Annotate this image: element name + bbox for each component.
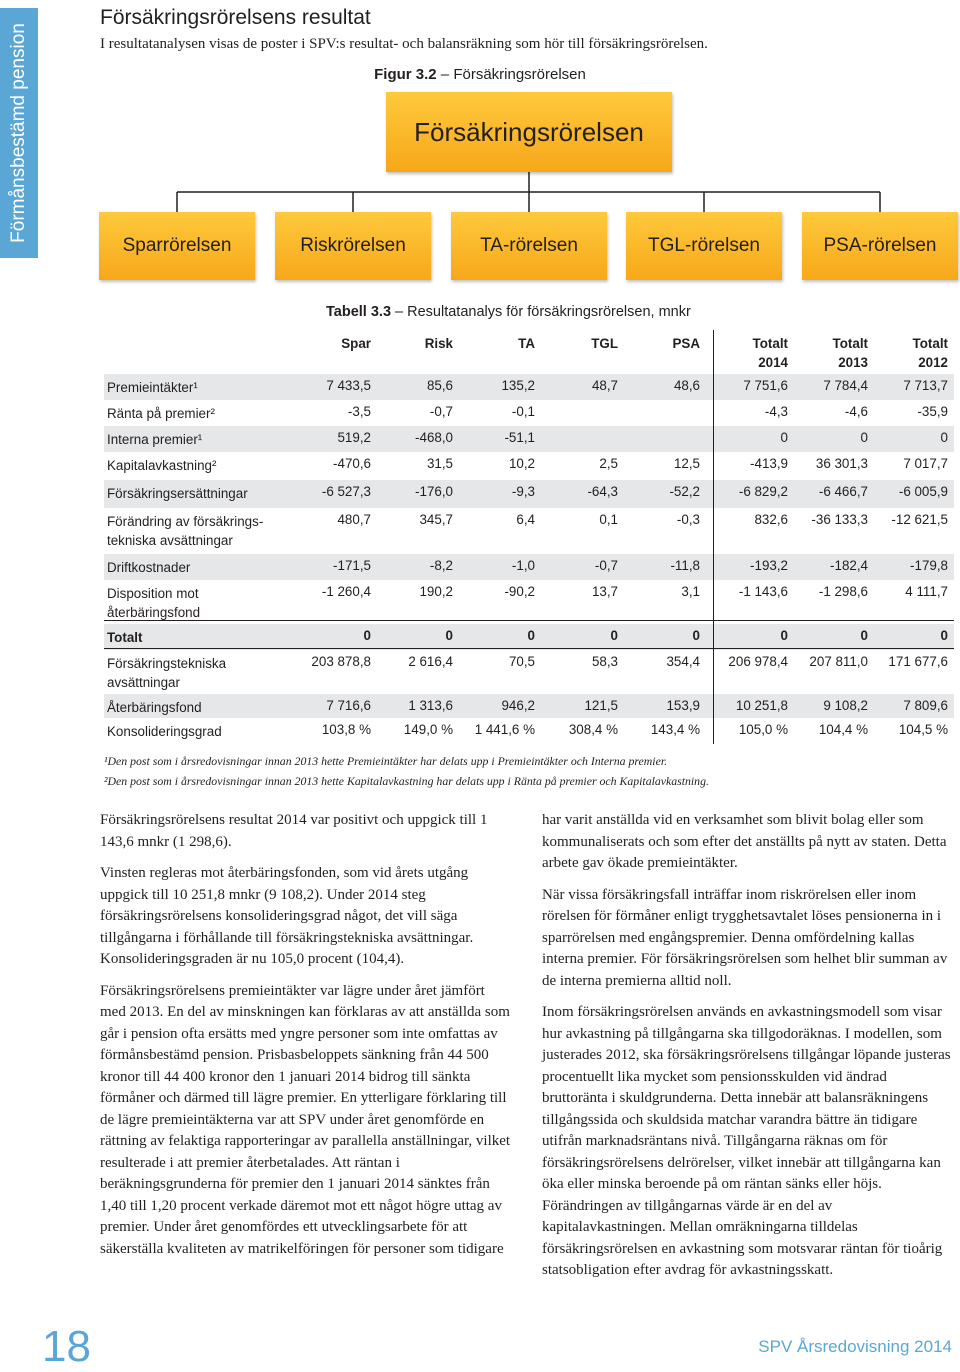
table-cell: -64,3 <box>587 484 618 499</box>
table-cell: 0 <box>940 628 948 643</box>
table-cell: -51,1 <box>504 430 535 445</box>
table-cell: 9 108,2 <box>823 698 868 713</box>
table-cell: 1 441,6 % <box>474 722 535 737</box>
table-cell: 0 <box>860 430 868 445</box>
intro-text: I resultatanalysen visas de poster i SPV:s resultat- och balansräkning som hör till försäkringsrörelsen. <box>100 36 708 52</box>
row-label: Konsolideringsgrad <box>107 724 222 739</box>
row-label: Ränta på premier² <box>107 406 215 421</box>
table-cell: -413,9 <box>750 456 788 471</box>
table-caption-number: Tabell 3.3 <box>326 304 392 320</box>
table-cell: 6,4 <box>516 512 535 527</box>
table-cell: -4,6 <box>844 404 868 419</box>
figure-caption-number: Figur 3.2 <box>374 66 437 83</box>
table-cell: 0 <box>363 628 371 643</box>
table-cell: -36 133,3 <box>811 512 868 527</box>
table-cell: 7 809,6 <box>903 698 948 713</box>
row-label: Kapitalavkastning² <box>107 458 217 473</box>
body-column-left <box>100 810 514 1270</box>
body-paragraph: Vinsten regleras mot återbäringsfonden, som vid årets utgång uppgick till 10 251,8 mnkr (9 108,2). Under 2014 steg försäkringsrörelsens konsolideringsgrad något, det vill säga tillgångarna i förhållande till försäkringstekniska avsättningar. Konsolideringsgraden är nu 105,0 procent (104,4). <box>100 865 474 967</box>
table-cell: 3,1 <box>681 584 700 599</box>
table-cell: -1 143,6 <box>738 584 788 599</box>
figure-caption-text: – Försäkringsrörelsen <box>436 66 586 83</box>
table-cell: 206 978,4 <box>728 654 788 669</box>
header-text: 2012 <box>918 355 948 370</box>
table-cell: 0 <box>860 628 868 643</box>
header-text: 2013 <box>838 355 868 370</box>
table-cell: 7 716,6 <box>326 698 371 713</box>
table-cell: 36 301,3 <box>815 456 868 471</box>
table-row <box>104 426 954 452</box>
section-heading: Försäkringsrörelsens resultat <box>100 6 371 29</box>
body-paragraph: Försäkringsrörelsens resultat 2014 var positivt och uppgick till 1 143,6 mnkr (1 298,6). <box>100 812 488 850</box>
table-cell: 0 <box>940 430 948 445</box>
org-box-risk: Riskrörelsen <box>275 212 431 280</box>
row-label: Interna premier¹ <box>107 432 203 447</box>
table-row <box>104 580 954 624</box>
table-cell: 153,9 <box>666 698 700 713</box>
table-cell: -0,1 <box>511 404 535 419</box>
table-cell: 0 <box>780 628 788 643</box>
table-cell: -11,8 <box>670 558 700 573</box>
table-cell: -6 005,9 <box>898 484 948 499</box>
table-cell: -0,3 <box>676 512 700 527</box>
table-cell: 345,7 <box>419 512 453 527</box>
table-cell: 58,3 <box>591 654 618 669</box>
table-rule <box>104 620 954 621</box>
table-cell: 171 677,6 <box>888 654 948 669</box>
table-cell: 207 811,0 <box>809 654 868 669</box>
table-cell: -193,2 <box>750 558 788 573</box>
table-cell: 1 313,6 <box>408 698 453 713</box>
table-cell: 354,4 <box>666 654 700 669</box>
header-text: Spar <box>341 336 371 351</box>
table-cell: 832,6 <box>754 512 788 527</box>
header-text: Risk <box>424 336 453 351</box>
page-number: 18 <box>42 1322 91 1371</box>
table-cell: 143,4 % <box>650 722 700 737</box>
side-tab-label: Förmånsbestämd pension <box>8 23 29 243</box>
table-row <box>104 400 954 426</box>
body-column-right <box>542 810 956 1292</box>
footnote-2: ²Den post som i årsredovisningar innan 2013 hette Kapitalavkastning har delats upp i Ränta på premier och Kapitalavkastning. <box>104 774 709 788</box>
table-cell: 31,5 <box>426 456 453 471</box>
row-label: Återbäringsfond <box>107 700 202 715</box>
table-cell: -1,0 <box>511 558 535 573</box>
table-cell: -90,2 <box>504 584 535 599</box>
body-paragraph: När vissa försäkringsfall inträffar inom riskrörelsen eller inom rörelsen för förmåner enligt trygghetsavtalet löses pensionerna in i sparrörelsen med engångspremier. Denna omfördelning kallas interna premier. För försäkringsrörelsen som helhet blir summan av de interna premierna alltid noll. <box>542 886 948 989</box>
table-cell: -470,6 <box>333 456 371 471</box>
row-label: Driftkostnader <box>107 560 191 575</box>
table-cell: 0 <box>610 628 618 643</box>
row-label-line: Försäkringstekniska <box>107 656 227 671</box>
table-cell: 7 433,5 <box>326 378 371 393</box>
header-text: PSA <box>672 336 700 351</box>
header-text: TGL <box>591 336 618 351</box>
table-cell: 203 878,8 <box>311 654 371 669</box>
table-cell: 2,5 <box>599 456 618 471</box>
table-cell: 7 017,7 <box>903 456 948 471</box>
footer-title: SPV Årsredovisning 2014 <box>758 1337 952 1356</box>
table-header-cell <box>518 334 535 353</box>
table-row <box>104 452 954 480</box>
table-cell: 946,2 <box>501 698 535 713</box>
table-cell: -0,7 <box>594 558 618 573</box>
table-cell: 519,2 <box>337 430 371 445</box>
row-label: Totalt <box>107 630 143 645</box>
table-cell: 190,2 <box>419 584 453 599</box>
table-rule <box>104 648 954 649</box>
table-cell: 70,5 <box>508 654 535 669</box>
table-cell: 480,7 <box>337 512 371 527</box>
table-row <box>104 480 954 508</box>
table-cell: 0 <box>527 628 535 643</box>
table-row <box>104 554 954 580</box>
table-cell: -6 829,2 <box>738 484 788 499</box>
table-row <box>104 694 954 718</box>
table-cell: 105,0 % <box>738 722 788 737</box>
table-cell: 7 784,4 <box>823 378 868 393</box>
org-box-ta: TA-rörelsen <box>451 212 607 280</box>
table-cell: 85,6 <box>426 378 453 393</box>
org-box-top: Försäkringsrörelsen <box>386 92 672 172</box>
table-cell: 12,5 <box>673 456 700 471</box>
row-label-line: tekniska avsättningar <box>107 533 233 548</box>
table-cell: -171,5 <box>333 558 371 573</box>
table-cell: 4 111,7 <box>905 584 948 599</box>
org-box-tgl: TGL-rörelsen <box>626 212 782 280</box>
table-cell: 10,2 <box>508 456 535 471</box>
table-row <box>104 718 954 744</box>
row-label-line: Förändring av försäkrings- <box>107 514 264 529</box>
table-header-cell <box>425 334 453 353</box>
table-cell: -35,9 <box>917 404 948 419</box>
header-text: Totalt <box>912 336 948 351</box>
table-cell: -176,0 <box>415 484 453 499</box>
header-text: Totalt <box>832 336 868 351</box>
row-label-line: återbäringsfond <box>107 605 201 620</box>
table-cell: -182,4 <box>830 558 868 573</box>
table-cell: 104,4 % <box>818 722 868 737</box>
table-row <box>104 624 954 650</box>
table-cell: -1 260,4 <box>321 584 371 599</box>
table-row <box>104 374 954 400</box>
table-cell: 135,2 <box>501 378 535 393</box>
table-cell: 0 <box>692 628 700 643</box>
table-cell: 7 751,6 <box>743 378 788 393</box>
header-text: Totalt <box>752 336 788 351</box>
table-header-cell <box>672 334 700 353</box>
org-box-psa: PSA-rörelsen <box>802 212 958 280</box>
table-header-cell <box>753 334 788 372</box>
row-label: Försäkringsersättningar <box>107 486 248 501</box>
table-divider <box>713 330 714 744</box>
row-label-line: Disposition mot <box>107 586 199 601</box>
table-cell: 48,7 <box>591 378 618 393</box>
row-label <box>107 512 263 550</box>
table-cell: 0,1 <box>599 512 618 527</box>
table-header-row <box>104 330 954 374</box>
table-cell: -0,7 <box>429 404 453 419</box>
table-cell: 149,0 % <box>403 722 453 737</box>
row-label: Premieintäkter¹ <box>107 380 198 395</box>
table-header-cell <box>833 334 868 372</box>
table-cell: 121,5 <box>584 698 618 713</box>
table-cell: -9,3 <box>511 484 535 499</box>
org-box-spar: Sparrörelsen <box>99 212 255 280</box>
table-cell: -6 527,3 <box>321 484 371 499</box>
header-text: TA <box>518 336 535 351</box>
header-text: 2014 <box>758 355 788 370</box>
table-caption <box>326 304 691 320</box>
table-cell: -8,2 <box>429 558 453 573</box>
table-cell: 7 713,7 <box>903 378 948 393</box>
table-row <box>104 508 954 554</box>
row-label <box>107 654 226 692</box>
table-cell: -3,5 <box>347 404 371 419</box>
table-cell: -468,0 <box>415 430 453 445</box>
table-header-cell <box>913 334 948 372</box>
table-cell: -179,8 <box>910 558 948 573</box>
table-cell: -52,2 <box>669 484 700 499</box>
table-cell: -6 466,7 <box>818 484 868 499</box>
table-cell: -12 621,5 <box>891 512 948 527</box>
row-label-line: avsättningar <box>107 675 180 690</box>
table-cell: 0 <box>445 628 453 643</box>
table-caption-text: – Resultatanalys för försäkringsrörelsen, mnkr <box>391 304 691 320</box>
table-cell: 103,8 % <box>321 722 371 737</box>
table-cell: 2 616,4 <box>408 654 453 669</box>
table-cell: -4,3 <box>764 404 788 419</box>
table-row <box>104 650 954 694</box>
table-cell: 48,6 <box>673 378 700 393</box>
table-cell: 13,7 <box>591 584 618 599</box>
row-label <box>107 584 200 622</box>
body-paragraph: Försäkringsrörelsens premieintäkter var lägre under året jämfört med 2013. En del av minskningen kan förklaras av att anställda som går i pension ofta ersätts med yngre personer som inte omfattas av förmånsbestämd pension. Prisbasbeloppets sänkning från 44 500 kronor till 44 400 kronor den 1 januari 2014 bidrog till sänkta förmåner och därmed till lägre premier. En ytterligare förklaring till de lägre premieintäkterna var att SPV under året genomförde en rättning av felaktiga rapporteringar av parallella anställningar, vilket resulterade i att premier återbetalades. Att räntan i beräkningsgrunderna för premier den 1 januari 2014 sänktes från 1,40 till 1,20 procent verkade däremot mot ett något högre uttag av premier. Under året genomfördes ett utvecklingsarbete för att säkerställa kvaliteten av matrikelföringen för personer som tidigare <box>100 982 511 1257</box>
body-paragraph: har varit anställda vid en verksamhet som blivit bolag eller som kommunaliserats och som efter det anställts på nytt av staten. Detta arbete gav ökade premieintäkter. <box>542 812 947 871</box>
table-header-cell <box>341 334 371 353</box>
table-cell: -1 298,6 <box>818 584 868 599</box>
table-cell: 10 251,8 <box>735 698 788 713</box>
table-cell: 104,5 % <box>898 722 948 737</box>
table-header-cell <box>591 334 618 353</box>
body-paragraph: Inom försäkringsrörelsen används en avkastningsmodell som visar hur avkastning på tillgångarna ska tillgodoräknas. I modellen, som justerades 2012, ska försäkringsrörelsens tillgångar löpande justeras procentuellt lika mycket som pensionsskulden vid ändrad bruttoränta i skuldgrunderna. Detta innebär att balansräkningens tillgångssida och skuldsida matchar varandra bättre än tidigare utifrån marknadsräntans nivå. Tillgångarna räknas om för försäkringsrörelsens delrörelser, vilket innebär att tillgångarna kan öka eller minska beroende på om räntan sänks eller höjs. Förändringen av tillgångarnas värde är en del av kapitalavkastningen. Mellan omräkningarna tilldelas försäkringsrörelsen en avkastning som motsvarar räntan för tioårig statsobligation efter avdrag för avkastningsskatt. <box>542 1004 951 1278</box>
footnote-1: ¹Den post som i årsredovisningar innan 2013 hette Premieintäkter har delats upp i Premieintäkter och Interna premier. <box>104 754 668 768</box>
table-cell: 308,4 % <box>568 722 618 737</box>
table-cell: 0 <box>780 430 788 445</box>
